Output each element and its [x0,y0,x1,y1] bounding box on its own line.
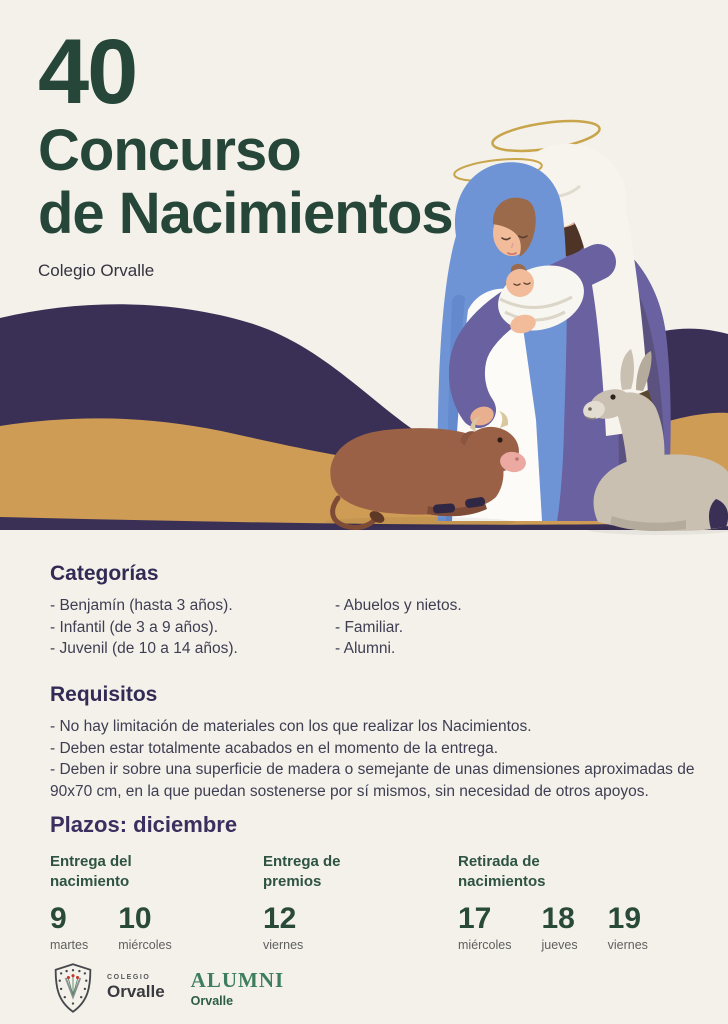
categorias-heading: Categorías [50,562,159,585]
list-item: - Juvenil (de 10 a 14 años). [50,640,238,657]
list-item: - Infantil (de 3 a 9 años). [50,618,219,636]
colegio-orvalle-shield-icon [52,962,94,1014]
date-group [541,901,578,952]
title-line-1: Concurso [38,118,301,183]
list-item: - Alumni. [335,640,396,657]
section-categorias [50,562,690,660]
date-day: 12 [263,901,297,935]
plazo-column-retirada [458,852,678,952]
poster-subtitle: Colegio Orvalle [38,260,155,280]
plazo-label: Retirada de nacimientos [458,853,546,890]
date-day: 18 [541,901,575,935]
colegio-label: COLEGIO [107,974,151,981]
date-group [50,901,89,952]
plazo-column-entrega-premios [263,852,458,952]
alumni-orvalle-logo [191,968,285,1008]
plazo-column-entrega-nacimiento [50,852,263,952]
list-item: - No hay limitación de materiales con los que realizar los Nacimientos. [50,718,532,735]
requisitos-heading: Requisitos [50,683,158,706]
date-group [263,901,304,952]
list-item: - Deben estar totalmente acabados en el momento de la entrega. [50,739,499,757]
colegio-orvalle-logo [107,974,165,1002]
list-item: - Deben ir sobre una superficie de madera o semejante de unas dimensiones aproximadas de 90x70 cm, en la que puedan sostenerse por sí mismos, sin necesidad de otros apoyos. [50,761,695,800]
colegio-name: Orvalle [107,982,165,1001]
date-day: 9 [50,901,67,935]
footer-logos [52,962,284,1014]
section-plazos [50,812,690,952]
categorias-column-2 [335,595,595,660]
date-group [607,901,648,952]
date-group [458,901,512,952]
date-weekday: miércoles [458,937,512,952]
plazo-label: Entrega del nacimiento [50,853,132,890]
date-weekday: miércoles [118,937,172,952]
date-weekday: jueves [541,937,578,952]
alumni-label: ALUMNI [190,968,285,992]
date-day: 10 [118,901,152,935]
plazos-heading: Plazos: diciembre [50,812,238,837]
list-item: - Benjamín (hasta 3 años). [50,597,233,614]
date-weekday: viernes [607,937,648,952]
title-number: 40 [38,21,137,123]
alumni-name: Orvalle [190,994,234,1008]
title-line-2: de Nacimientos [38,181,453,247]
list-item: - Abuelos y nietos. [335,597,462,614]
plazo-label: Entrega de premios [263,853,341,890]
date-day: 17 [458,901,492,935]
date-weekday: viernes [263,937,304,952]
section-requisitos [50,683,710,802]
categorias-column-1 [50,595,335,660]
date-weekday: martes [50,937,89,952]
date-group [118,901,172,952]
date-day: 19 [607,901,642,935]
list-item: - Familiar. [335,618,404,636]
